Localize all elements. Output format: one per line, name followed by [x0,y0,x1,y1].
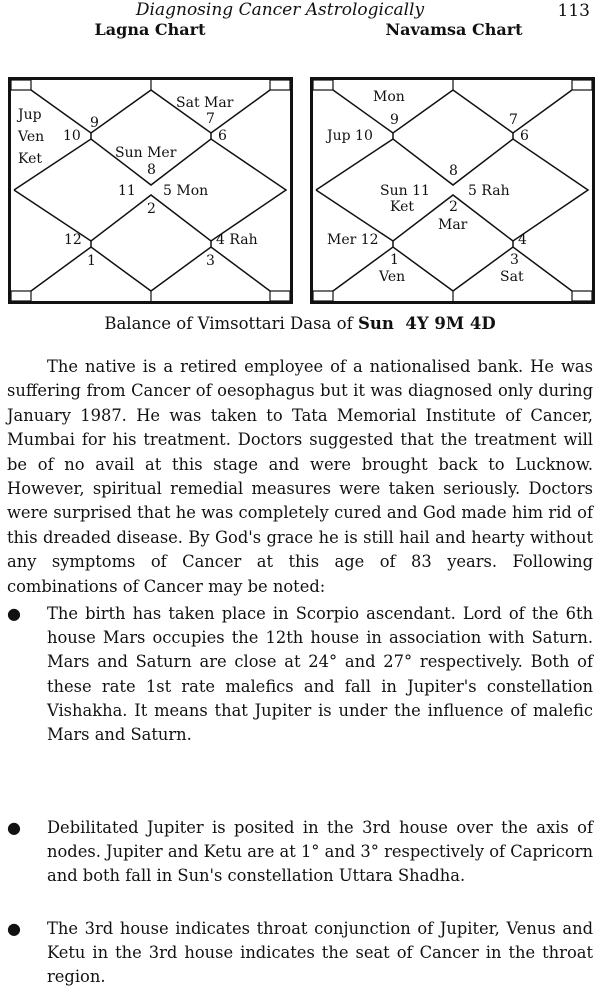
navamsa-chart [310,77,596,305]
chart-frame [10,79,292,303]
house-label: 1 [390,252,399,268]
house-label: Jup 10 [327,128,373,144]
lagna-chart-title: Lagna Chart [94,20,206,39]
bullet-text: The birth has taken place in Scorpio ascendant. Lord of the 6th house Mars occupies the 12th house in association with Saturn. Mars and Saturn are close at 24° and 27° respectively. Both of these rate 1st rate malefics and fall in Jupiter's constellation Vishakha. It means that Jupiter is under the influence of malefic Mars and Saturn. [47,604,593,745]
planet-label: Sun Mer [115,145,177,161]
house-label: 9 [390,112,399,128]
corner-box [11,291,31,301]
planet-label: Mar [438,217,468,233]
bullet-item [7,917,593,990]
house-label: 10 [63,128,81,144]
house-label: 4 [518,232,527,248]
corner-box [270,80,290,90]
corner-box [313,80,333,90]
bullet-icon: ● [7,919,21,938]
house-label: 6 [520,128,529,144]
paragraph-text: The native is a retired employee of a nationalised bank. He was suffering from Cancer of oesophagus but it was diagnosed only during January 1987. He was taken to Tata Memorial Institute of Cancer, Mumbai for his treatment. Doctors suggested that the treatment will be of no avail at this stage and were brought back to Lucknow. However, spiritual remedial measures were taken seriously. Doctors were surprised that he was completely cured and God made him rid of this dreaded disease. By God's grace he is still hail and hearty without any symptoms of Cancer at this age of 83 years. Following combinations of Cancer may be noted: [7,357,593,596]
house-label: 6 [218,128,227,144]
house-label: 2 [449,199,458,215]
planet-label: Mon [373,89,405,105]
house-label: 3 [206,253,215,269]
house-label: 7 [206,111,215,127]
planet-label: Ket [390,199,414,215]
bullet-text: Debilitated Jupiter is posited in the 3rd house over the axis of nodes. Jupiter and Ketu are at 1° and 3° respectively of Capricorn and both fall in Sun's constellation Uttara Shadha. [47,818,593,886]
page-number: 113 [557,1,590,21]
house-label: 1 [87,253,96,269]
house-label: 7 [509,112,518,128]
house-label: 5 Mon [163,183,209,199]
house-label: Mer 12 [327,232,379,248]
corner-box [270,291,290,301]
planet-label: Ket [18,151,42,167]
bullet-text: The 3rd house indicates throat conjunction of Jupiter, Venus and Ketu in the 3rd house indicates the seat of Cancer in the throat region. [47,919,593,987]
house-label: 11 [118,183,136,199]
house-label: 8 [449,163,458,179]
planet-label: Jup [18,107,42,123]
lagna-chart [8,77,294,305]
house-label: 9 [90,115,99,131]
dasa-caption [0,314,600,333]
house-label: 2 [147,201,156,217]
house-label: Sun 11 [380,183,430,199]
running-header-title: Diagnosing Cancer Astrologically [135,0,425,20]
navamsa-chart-title: Navamsa Chart [385,20,523,39]
planet-label: Sat Mar [176,95,234,111]
house-label: 3 [510,252,519,268]
bullet-item [7,602,593,747]
house-label: 5 Rah [468,183,510,199]
bullet-item [7,816,593,889]
corner-box [572,80,592,90]
caption-period: 4Y 9M 4D [405,314,496,333]
corner-box [313,291,333,301]
planet-label: Ven [18,129,45,145]
corner-box [11,80,31,90]
planet-label: Sat [500,269,524,285]
house-label: 4 Rah [216,232,258,248]
house-label: 12 [64,232,82,248]
planet-label: Ven [379,269,406,285]
chart-frame [312,79,594,303]
bullet-icon: ● [7,818,21,837]
house-label: 8 [147,162,156,178]
bullet-icon: ● [7,604,21,623]
caption-prefix: Balance of Vimsottari Dasa of [104,314,358,333]
corner-box [572,291,592,301]
body-paragraph [7,355,593,599]
caption-planet: Sun [357,314,394,333]
